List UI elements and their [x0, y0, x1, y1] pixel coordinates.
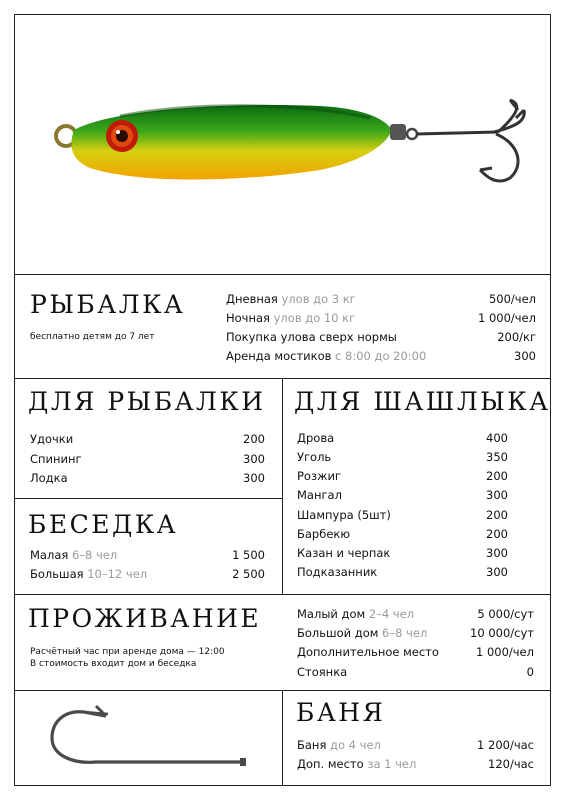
- item-name: Большая: [30, 567, 84, 581]
- item-price: 1 000/чел: [475, 645, 534, 659]
- living-row-label: [297, 606, 414, 622]
- item-name: Доп. место: [297, 757, 364, 771]
- item-price: 300: [486, 565, 508, 579]
- item-detail: 6–8 чел: [68, 548, 118, 562]
- living-row: [297, 644, 534, 660]
- gazebo-row: [30, 547, 265, 563]
- fishing-title: РЫБАЛКА: [30, 290, 186, 319]
- item-name: Уголь: [297, 450, 332, 464]
- item-price: 350: [486, 450, 508, 464]
- fishing-row: [226, 348, 536, 364]
- gazebo-title: БЕСЕДКА: [28, 510, 179, 539]
- for-shashlik-row: [297, 449, 508, 465]
- gazebo-row-label: [30, 566, 147, 582]
- for-shashlik-row-label: [297, 430, 334, 446]
- for-shashlik-row-label: [297, 449, 331, 465]
- divider: [14, 274, 551, 275]
- for-shashlik-row: [297, 468, 508, 484]
- for-shashlik-row: [297, 526, 508, 542]
- bath-row: [297, 756, 534, 772]
- item-detail: до 4 чел: [326, 738, 381, 752]
- item-name: Большой дом: [297, 626, 379, 640]
- item-price: 2 500: [232, 567, 265, 581]
- item-price: 200: [486, 527, 508, 541]
- for-fishing-row: [30, 431, 265, 447]
- fishing-note: бесплатно детям до 7 лет: [30, 332, 155, 342]
- item-detail: 6–8 чел: [378, 626, 428, 640]
- fishing-row-label: [226, 348, 426, 364]
- divider: [14, 594, 551, 595]
- item-name: Удочки: [30, 432, 74, 446]
- for-shashlik-row: [297, 430, 508, 446]
- for-fishing-row-label: [30, 470, 68, 486]
- item-price: 1 200/час: [477, 738, 534, 752]
- for-shashlik-row-label: [297, 545, 390, 561]
- item-name: Малый дом: [297, 607, 366, 621]
- item-detail: улов до 3 кг: [277, 292, 356, 306]
- divider: [14, 498, 282, 499]
- item-detail: 2–4 чел: [365, 607, 415, 621]
- item-name: Дневная: [226, 292, 278, 306]
- item-price: 300: [514, 349, 536, 363]
- fishing-row: [226, 291, 536, 307]
- item-name: Ночная: [226, 311, 270, 325]
- item-name: Малая: [30, 548, 69, 562]
- for-shashlik-row: [297, 545, 508, 561]
- item-price: 400: [486, 431, 508, 445]
- item-price: 10 000/сут: [470, 626, 534, 640]
- living-row: [297, 625, 534, 641]
- item-name: Аренда мостиков: [226, 349, 332, 363]
- living-note-checkout: Расчётный час при аренде дома — 12:00: [30, 647, 225, 657]
- gazebo-row-label: [30, 547, 117, 563]
- fishing-row-label: [226, 310, 355, 326]
- divider: [282, 378, 283, 594]
- item-name: Дрова: [297, 431, 335, 445]
- fishing-row: [226, 329, 536, 345]
- divider: [282, 690, 283, 786]
- item-price: 200: [486, 508, 508, 522]
- item-price: 200: [486, 469, 508, 483]
- for-shashlik-row-label: [297, 468, 341, 484]
- item-name: Лодка: [30, 471, 68, 485]
- item-detail: с 8:00 до 20:00: [331, 349, 427, 363]
- living-title: ПРОЖИВАНИЕ: [28, 604, 262, 633]
- item-name: Баня: [297, 738, 327, 752]
- bath-title: БАНЯ: [296, 698, 386, 727]
- living-row-label: [297, 644, 439, 660]
- for-shashlik-row: [297, 487, 508, 503]
- item-name: Покупка улова сверх нормы: [226, 330, 397, 344]
- living-row: [297, 664, 534, 680]
- item-name: Казан и черпак: [297, 546, 391, 560]
- fishing-row-label: [226, 291, 356, 307]
- fishing-row-label: [226, 329, 397, 345]
- item-name: Спининг: [30, 452, 82, 466]
- for-shashlik-row-label: [297, 564, 377, 580]
- item-price: 300: [243, 452, 265, 466]
- item-name: Розжиг: [297, 469, 341, 483]
- living-note-includes: В стоимость входит дом и беседка: [30, 659, 197, 669]
- item-price: 500/чел: [488, 292, 536, 306]
- for-shashlik-title: ДЛЯ ШАШЛЫКА: [294, 387, 551, 416]
- item-name: Барбекю: [297, 527, 351, 541]
- living-row-label: [297, 664, 347, 680]
- item-price: 5 000/сут: [477, 607, 534, 621]
- item-price: 120/час: [488, 757, 534, 771]
- item-price: 1 500: [232, 548, 265, 562]
- bath-row-label: [297, 756, 416, 772]
- for-shashlik-row-label: [297, 507, 391, 523]
- for-fishing-row-label: [30, 451, 82, 467]
- fish-hook-image: [44, 702, 250, 772]
- for-shashlik-row-label: [297, 487, 342, 503]
- for-fishing-title: ДЛЯ РЫБАЛКИ: [28, 387, 266, 416]
- living-row-label: [297, 625, 427, 641]
- for-fishing-row-label: [30, 431, 73, 447]
- item-price: 200: [243, 432, 265, 446]
- fishing-lure-image: [40, 96, 530, 196]
- item-price: 300: [486, 546, 508, 560]
- item-detail: за 1 чел: [363, 757, 417, 771]
- item-name: Подказанник: [297, 565, 378, 579]
- item-name: Шампура (5шт): [297, 508, 391, 522]
- for-fishing-row: [30, 451, 265, 467]
- for-shashlik-row: [297, 564, 508, 580]
- for-shashlik-row-label: [297, 526, 350, 542]
- item-detail: улов до 10 кг: [269, 311, 356, 325]
- item-name: Дополнительное место: [297, 645, 439, 659]
- item-price: 0: [526, 665, 534, 679]
- for-fishing-row: [30, 470, 265, 486]
- bath-row: [297, 737, 534, 753]
- bath-row-label: [297, 737, 381, 753]
- item-price: 1 000/чел: [477, 311, 536, 325]
- for-shashlik-row: [297, 507, 508, 523]
- item-price: 300: [486, 488, 508, 502]
- fishing-row: [226, 310, 536, 326]
- item-name: Мангал: [297, 488, 342, 502]
- item-price: 200/кг: [497, 330, 536, 344]
- gazebo-row: [30, 566, 265, 582]
- item-name: Стоянка: [297, 665, 348, 679]
- living-row: [297, 606, 534, 622]
- item-price: 300: [243, 471, 265, 485]
- item-detail: 10–12 чел: [83, 567, 148, 581]
